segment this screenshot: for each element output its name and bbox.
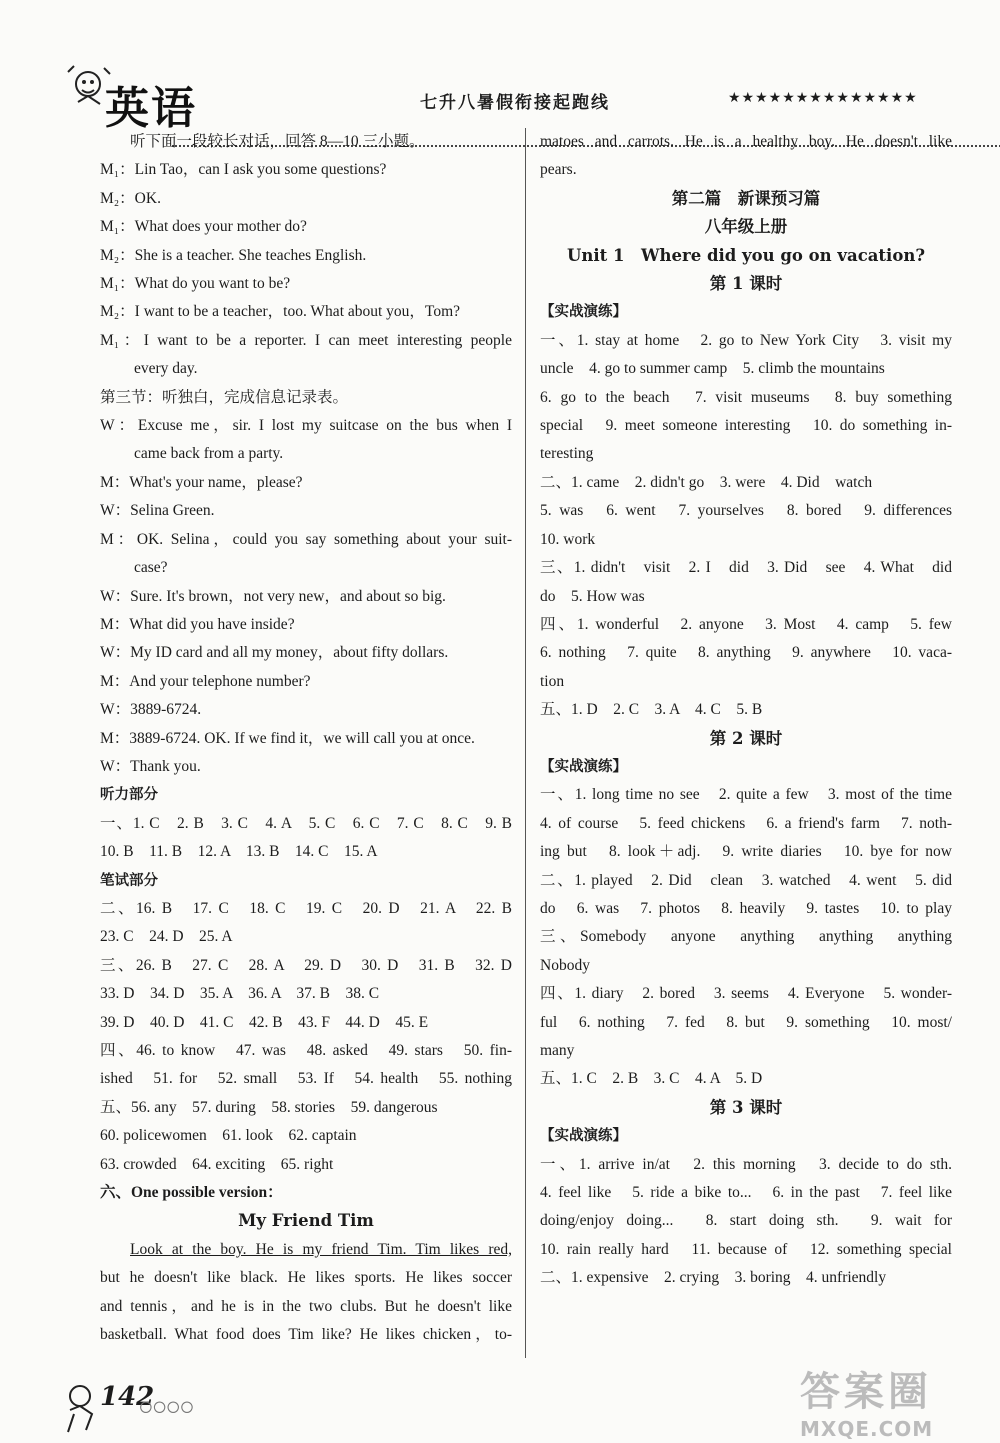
left-line: W：My ID card and all my money，about fifty dollars. [100, 644, 449, 662]
left-line: M：What's your name，please? [100, 473, 303, 491]
left-line: 第三节：听独白，完成信息记录表。 [100, 388, 349, 406]
column-divider [525, 128, 526, 1358]
right-line: ing but 8. look＋adj. 9. write diaries 10. bye for now [540, 843, 952, 861]
left-line: ished 51. for 52. small 53. If 54. health 55. nothing [100, 1070, 512, 1088]
left-line: 四、46. to know 47. was 48. asked 49. stars 50. fin- [100, 1042, 512, 1059]
left-line: W：Excuse me，sir. I lost my suitcase on the bus when I [100, 417, 512, 435]
left-column [100, 128, 512, 1349]
left-line: 一、1. C 2. B 3. C 4. A 5. C 6. C 7. C 8. C 9. B [100, 814, 512, 832]
left-line: M₁：What do you want to be? [100, 275, 291, 293]
page-number-badge [60, 1380, 260, 1440]
right-line: Nobody [540, 956, 590, 974]
right-line: 一、1. stay at home 2. go to New York City 3. visit my [540, 331, 952, 349]
right-column [540, 128, 952, 1293]
right-line: 5. was 6. went 7. yourselves 8. bored 9. differences [540, 502, 952, 520]
right-line: 二、1. expensive 2. crying 3. boring 4. unfriendly [540, 1269, 887, 1287]
watermark-url: MXQE.COM [800, 1417, 934, 1441]
mascot-footer-icon [60, 1380, 104, 1436]
right-line: pears. [540, 161, 577, 179]
watermark [800, 1360, 990, 1440]
left-line: M₂：I want to be a teacher，too. What about you，Tom? [100, 303, 461, 321]
left-line: but he doesn't like black. He likes sports. He likes soccer [100, 1269, 512, 1287]
right-line: many [540, 1042, 575, 1059]
right-line: 【实战演练】 [540, 304, 627, 321]
left-line: W：Sure. It's brown，not very new，and about so big. [100, 587, 446, 605]
right-line: tion [540, 672, 565, 690]
right-line: 八年级上册 [704, 217, 788, 237]
right-line: do 5. How was [540, 587, 645, 605]
left-line: M₁：What does your mother do? [100, 218, 307, 236]
left-line: case? [134, 559, 168, 577]
left-line: every day. [134, 360, 198, 378]
left-line: M：And your telephone number? [100, 672, 311, 690]
right-line: 4. feel like 5. ride a bike to... 6. in the past 7. feel like [540, 1184, 952, 1202]
left-line: 听下面一段较长对话，回答 8—10 三小题。 [130, 133, 425, 150]
left-line: M₂：She is a teacher. She teaches English. [100, 246, 367, 264]
left-line: and tennis，and he is in the two clubs. But he doesn't like [100, 1297, 512, 1315]
right-line: 6. go to the beach 7. visit museums 8. buy something [540, 388, 952, 406]
right-line: 6. nothing 7. quite 8. anything 9. anywhere 10. vaca- [540, 644, 952, 662]
left-line: 二、16. B 17. C 18. C 19. C 20. D 21. A 22. B [100, 899, 512, 917]
right-line: 【实战演练】 [540, 758, 627, 775]
watermark-logo: 答案圈 [800, 1369, 932, 1415]
right-line: 二、1. played 2. Did clean 3. watched 4. went 5. did [540, 871, 952, 889]
right-line: 第 2 课时 [709, 728, 783, 748]
right-line: teresting [540, 445, 594, 463]
left-line: 六、One possible version： [100, 1184, 283, 1202]
decorative-stars: ★★★★★★★★★★★★★★ [728, 91, 918, 106]
right-line: 一、1. long time no see 2. quite a few 3. most of the time [540, 786, 952, 804]
left-line: My Friend Tim [238, 1211, 374, 1231]
right-line: 三、1. didn't visit 2. I did 3. Did see 4. What did [540, 559, 952, 577]
book-subtitle: 七升八暑假衔接起跑线 [420, 93, 610, 113]
right-line: 一、1. arrive in/at 2. this morning 3. decide to do sth. [540, 1155, 952, 1173]
left-line: 五、56. any 57. during 58. stories 59. dangerous [100, 1098, 438, 1116]
left-line: 23. C 24. D 25. A [100, 928, 233, 946]
left-line: 10. B 11. B 12. A 13. B 14. C 15. A [100, 843, 378, 861]
left-line: M₁：Lin Tao，can I ask you some questions? [100, 161, 387, 179]
left-line: M：What did you have inside? [100, 615, 295, 633]
right-line: uncle 4. go to summer camp 5. climb the mountains [540, 360, 885, 378]
left-line: basketball. What food does Tim like? He likes chicken，to- [100, 1326, 512, 1344]
right-line: matoes and carrots. He is a healthy boy. He doesn't like [540, 133, 952, 150]
right-line: special 9. meet someone interesting 10. do something in- [540, 417, 952, 435]
left-line: 39. D 40. D 41. C 42. B 43. F 44. D 45. E [100, 1013, 429, 1031]
right-line: 四、1. wonderful 2. anyone 3. Most 4. camp 5. few [540, 615, 952, 633]
left-line: M：OK. Selina，could you say something about your suit- [100, 530, 512, 548]
right-line: ful 6. nothing 7. fed 8. but 9. something 10. most/ [540, 1013, 952, 1031]
subject-logo: 英语 [105, 83, 197, 134]
left-line: 33. D 34. D 35. A 36. A 37. B 38. C [100, 985, 380, 1003]
right-line: 四、1. diary 2. bored 3. seems 4. Everyone 5. wonder- [540, 985, 952, 1003]
right-line: 10. work [540, 530, 596, 548]
left-line: 63. crowded 64. exciting 65. right [100, 1155, 334, 1173]
left-line: came back from a party. [134, 445, 284, 463]
right-line: 4. of course 5. feed chickens 6. a friend's farm 7. noth- [540, 814, 952, 832]
right-line: Unit 1 Where did you go on vacation? [567, 245, 925, 265]
right-line: 【实战演练】 [540, 1128, 627, 1145]
left-line: 60. policewomen 61. look 62. captain [100, 1127, 357, 1145]
left-line: W：3889-6724. [100, 701, 202, 719]
right-line: doing/enjoy doing... 8. start doing sth. 9. wait for [540, 1212, 952, 1230]
right-line: do 6. was 7. photos 8. heavily 9. tastes 10. to play [540, 899, 952, 917]
right-line: 第二篇 新课预习篇 [671, 188, 821, 208]
left-line: 笔试部分 [100, 872, 158, 889]
left-line: 听力部分 [100, 787, 158, 804]
right-line: 三、Somebody anyone anything anything anything [540, 928, 952, 946]
left-line: W：Thank you. [100, 757, 201, 775]
page-number: 142 [100, 1382, 155, 1412]
right-line: 10. rain really hard 11. because of 12. something special [540, 1240, 952, 1258]
left-line: W：Selina Green. [100, 502, 215, 520]
right-line: 二、1. came 2. didn't go 3. were 4. Did watch [540, 473, 873, 491]
right-line: 第 1 课时 [709, 274, 783, 294]
right-line: 第 3 课时 [709, 1097, 783, 1117]
right-line: 五、1. C 2. B 3. C 4. A 5. D [540, 1070, 763, 1088]
left-line: Look at the boy. He is my friend Tim. Tim likes red, [130, 1240, 512, 1258]
right-line: 五、1. D 2. C 3. A 4. C 5. B [540, 701, 763, 719]
left-line: M₂：OK. [100, 189, 161, 207]
left-line: 三、26. B 27. C 28. A 29. D 30. D 31. B 32. D [100, 956, 512, 974]
left-line: M：3889-6724. OK. If we find it，we will call you at once. [100, 729, 475, 747]
decorative-circles: ○○○○ [138, 1392, 193, 1421]
left-line: M₁：I want to be a reporter. I can meet interesting people [100, 331, 512, 349]
